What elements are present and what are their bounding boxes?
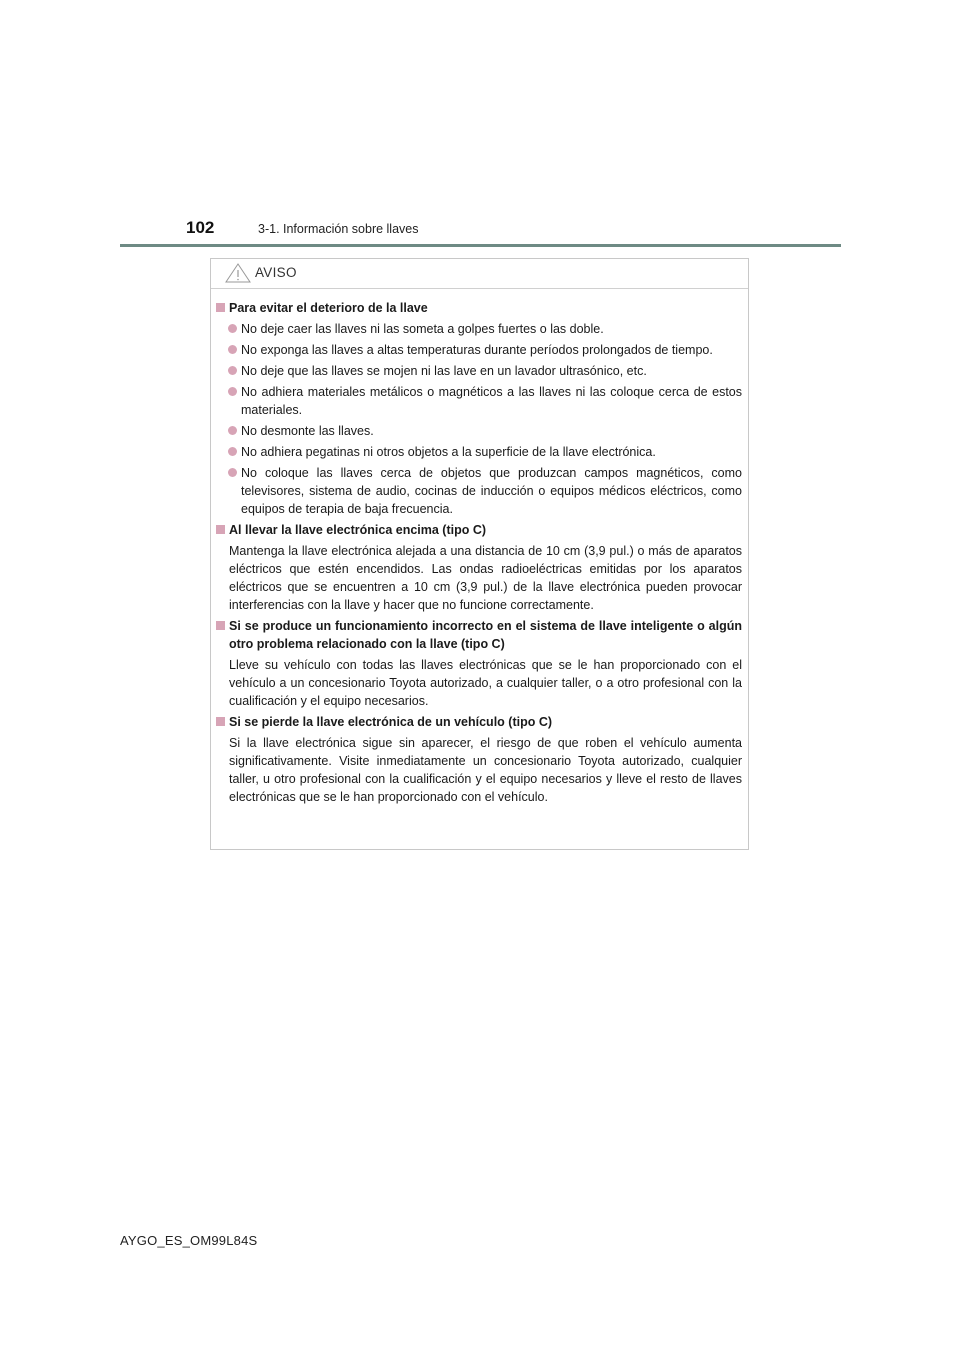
section-heading: Para evitar el deterioro de la llave [215,299,742,317]
section-paragraph: Lleve su vehículo con todas las llaves electrónicas que se le han proporcionado con el vehículo a un concesionario Toyota autorizado, a cualquier taller, o a otro profesional con la cualificación y el equipo necesarios. [229,658,742,708]
section-heading: Si se pierde la llave electrónica de un vehículo (tipo C) [215,713,742,731]
list-item: No deje caer las llaves ni las someta a golpes fuertes o las doble. [215,320,742,338]
warning-triangle-icon [225,263,251,288]
section-heading: Al llevar la llave electrónica encima (tipo C) [215,521,742,539]
document-code: AYGO_ES_OM99L84S [120,1233,258,1248]
warning-title: AVISO [255,265,297,280]
warning-header [211,259,748,289]
list-item: No deje que las llaves se mojen ni las lave en un lavador ultrasónico, etc. [215,362,742,380]
list-item: No adhiera pegatinas ni otros objetos a la superficie de la llave electrónica. [215,443,742,461]
header-rule [120,244,841,247]
section-paragraph: Mantenga la llave electrónica alejada a una distancia de 10 cm (3,9 pul.) o más de aparatos eléctricos que estén encendidos. Las ondas radioeléctricas emitidas por los aparatos eléctricos que se encuentren a 10 cm (3,9 pul.) de la llave electrónica pueden provocar interferencias con la llave y hacer que no funcione correctamente. [229,544,742,612]
list-item: No exponga las llaves a altas temperaturas durante períodos prolongados de tiempo. [215,341,742,359]
list-item: No desmonte las llaves. [215,422,742,440]
section-title: 3-1. Información sobre llaves [258,222,419,236]
warning-box [210,258,749,850]
warning-body [215,299,742,809]
page-number: 102 [186,218,215,237]
list-item: No coloque las llaves cerca de objetos que produzcan campos magnéticos, como televisores, sistema de audio, cocinas de inducción o equipos médicos eléctricos, como equipos de terapia de baja frecuencia. [215,464,742,518]
section-heading: Si se produce un funcionamiento incorrecto en el sistema de llave inteligente o algún otro problema relacionado con la llave (tipo C) [215,617,742,653]
list-item: No adhiera materiales metálicos o magnéticos a las llaves ni las coloque cerca de estos materiales. [215,383,742,419]
section-paragraph: Si la llave electrónica sigue sin aparecer, el riesgo de que roben el vehículo aumenta significativamente. Visite inmediatamente un concesionario Toyota autorizado, cualquier taller, u otro profesional con la cualificación y el equipo necesarios y lleve el resto de llaves electrónicas que se le han proporcionado con el vehículo. [229,736,742,804]
